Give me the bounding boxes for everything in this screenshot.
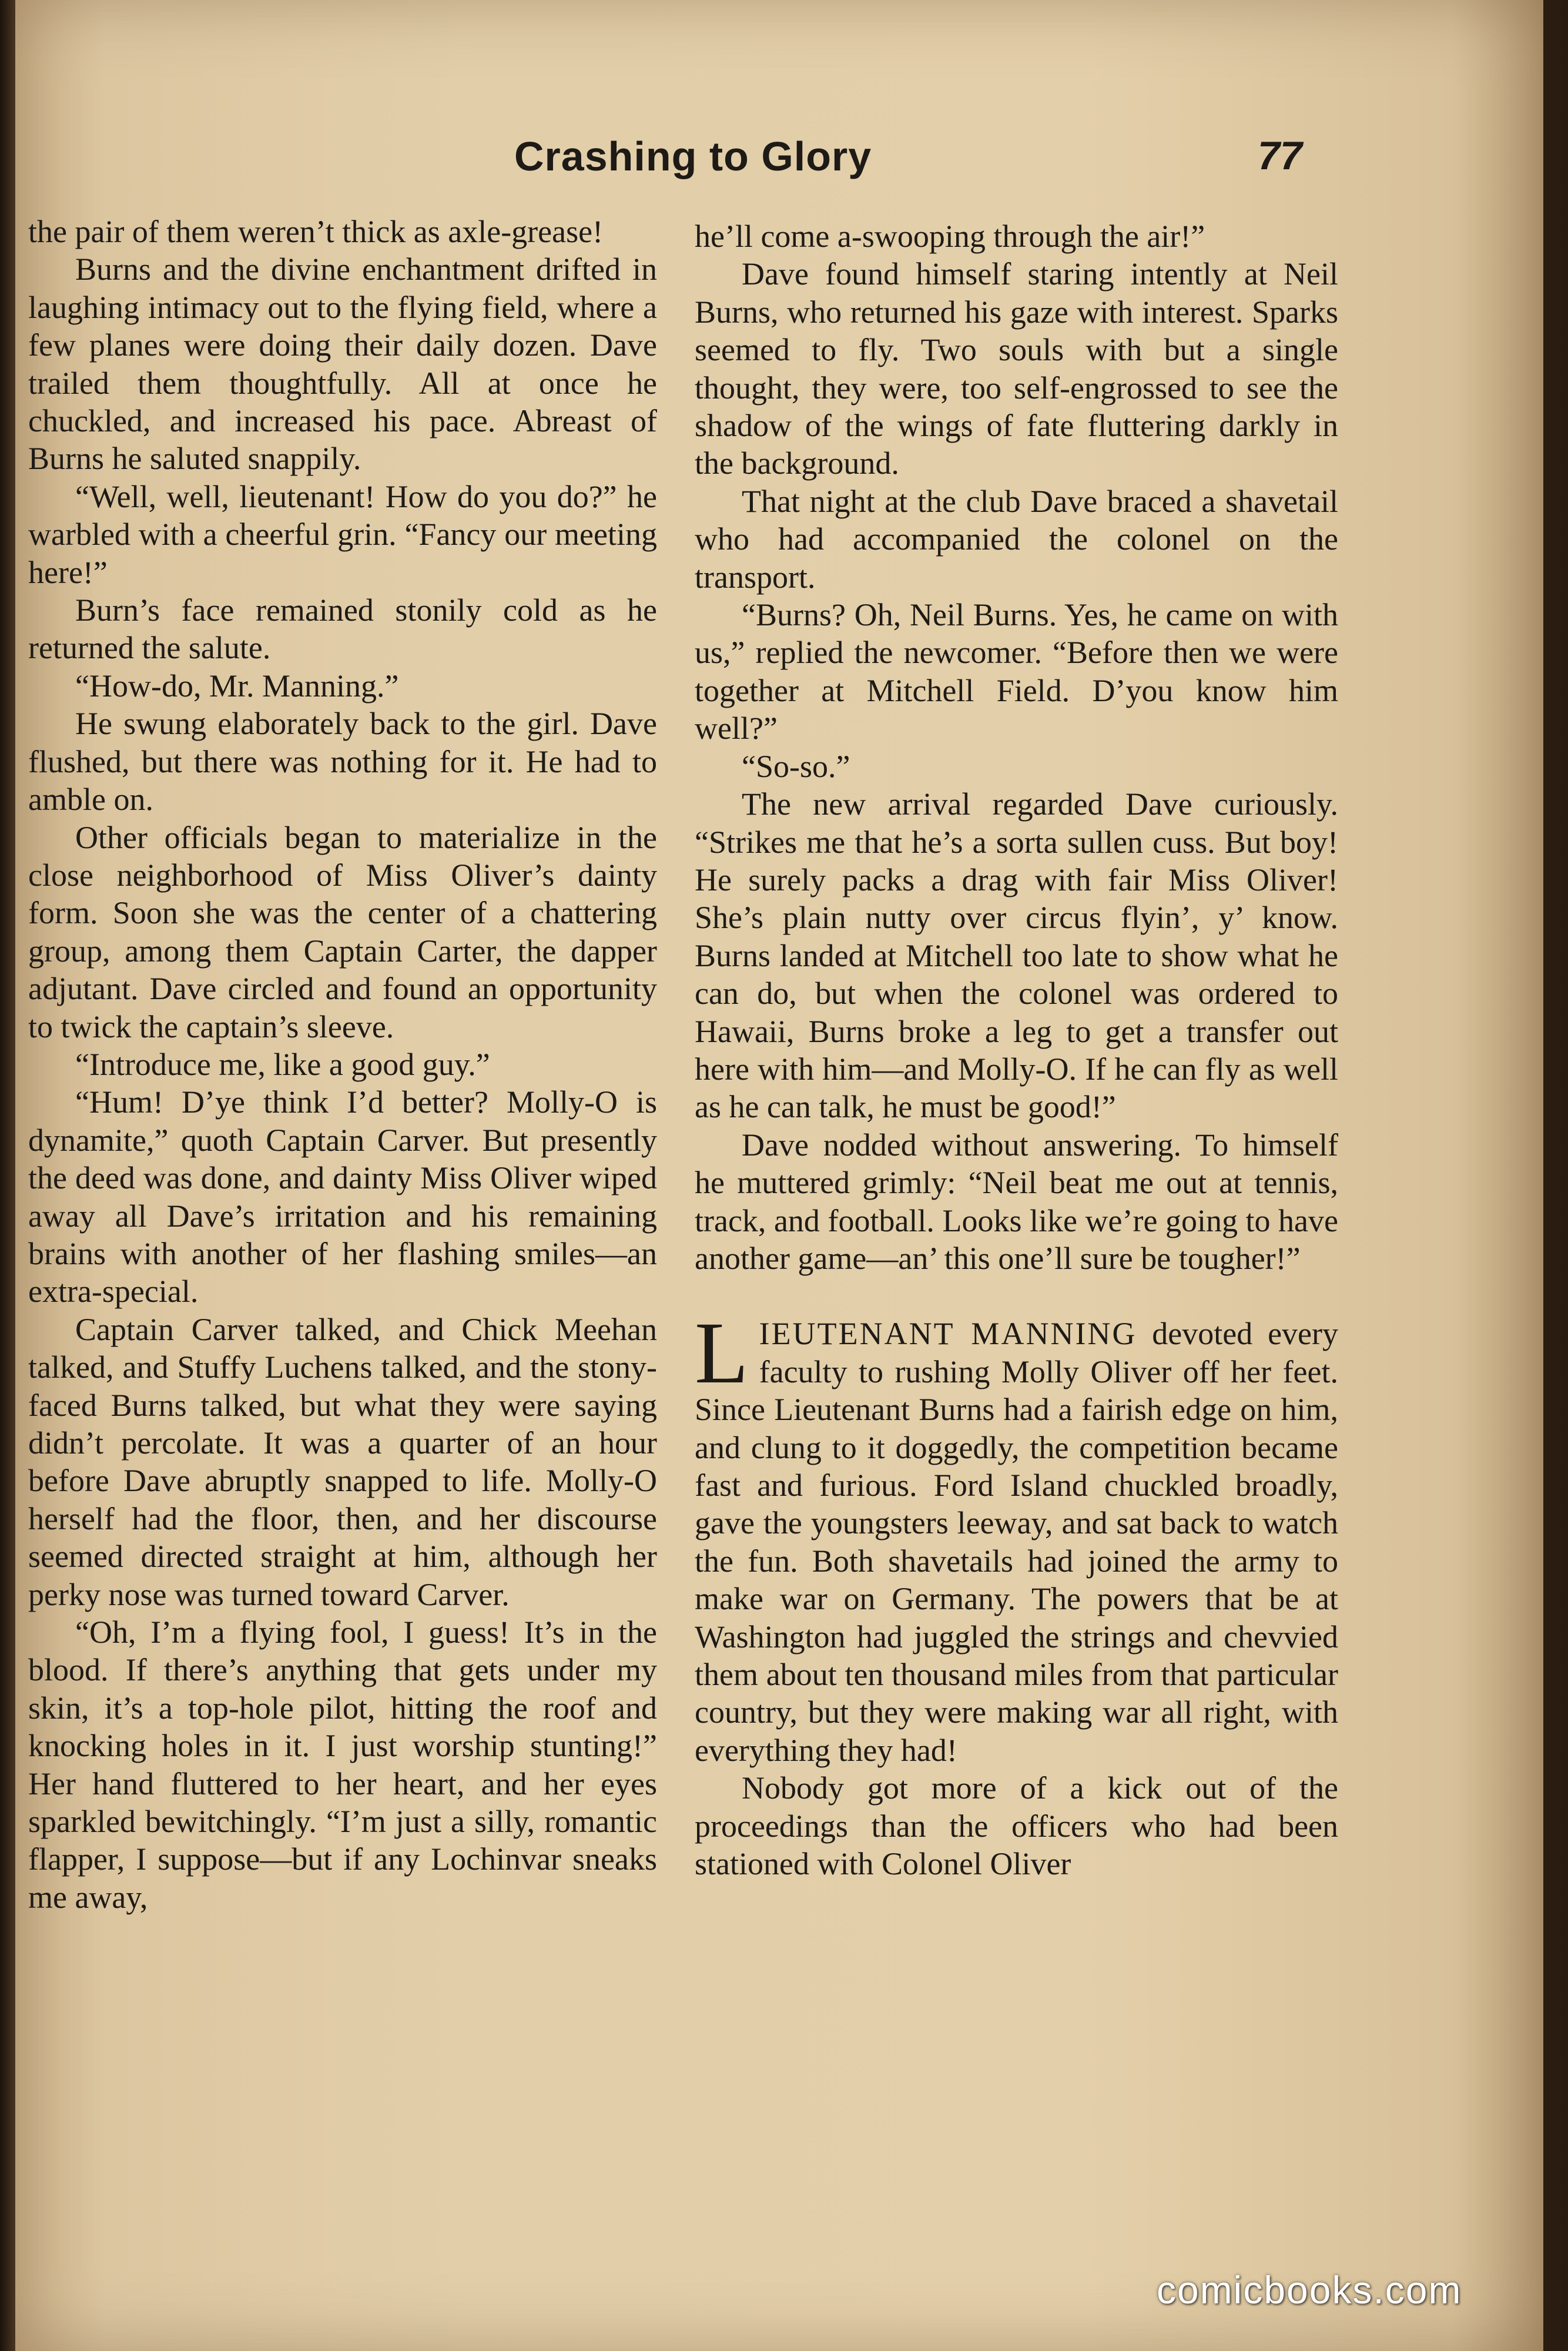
paragraph: Other officials began to materialize in the close neighborhood of Miss Oliver’s dainty form. Soon she was the center of a chattering group, among them Captain Carter, the dapper adjutant. Dave circled and found an opportunity to twick the captain’s sleeve.	[28, 819, 657, 1044]
paragraph: Nobody got more of a kick out of the proceedings than the officers who had been stationed with Colonel Oliver	[695, 1770, 1338, 1882]
paragraph: he’ll come a-swooping through the air!”	[695, 219, 1205, 254]
page-number: 77	[1258, 133, 1302, 178]
paragraph: “Oh, I’m a flying fool, I guess! It’s in the blood. If there’s anything that gets under my skin, it’s a top-hole pilot, hitting the roof and knocking holes in it. I just worship stunting!” Her hand fluttered to her heart, and her eyes sparkled bewitchingly. “I’m just a silly, romantic flapper, I suppose—but if any Lochinvar sneaks me away,	[28, 1615, 657, 1915]
section-opening-paragraph	[695, 1304, 1338, 1769]
paragraph: Captain Carver talked, and Chick Meehan talked, and Stuffy Luchens talked, and the stony-faced Burns talked, but what they were saying didn’t percolate. It was a quarter of an hour before Dave abruptly snapped to life. Molly-O herself had the floor, then, and her discourse seemed directed straight at him, although her perky nose was turned toward Carver.	[28, 1311, 657, 1612]
paragraph: “Burns? Oh, Neil Burns. Yes, he came on with us,” replied the newcomer. “Before then we were together at Mitchell Field. D’you know him well?”	[695, 597, 1338, 746]
paragraph: He swung elaborately back to the girl. Dave flushed, but there was nothing for it. He had to amble on.	[28, 706, 657, 818]
paragraph: Burn’s face remained stonily cold as he returned the salute.	[28, 592, 657, 666]
right-column	[695, 217, 1338, 1883]
book-spine	[0, 0, 15, 2351]
left-column	[28, 213, 657, 1916]
paragraph: That night at the club Dave braced a shavetail who had accompanied the colonel on the transport.	[695, 483, 1338, 595]
paragraph: “Well, well, lieutenant! How do you do?” he warbled with a cheerful grin. “Fancy our meeting here!”	[28, 478, 657, 590]
running-title: Crashing to Glory	[514, 133, 872, 179]
paragraph: “Introduce me, like a good guy.”	[75, 1046, 490, 1082]
paragraph: the pair of them weren’t thick as axle-grease!	[28, 214, 604, 249]
running-header	[0, 133, 1568, 186]
paragraph: Dave found himself staring intently at Neil Burns, who returned his gaze with interest. Sparks seemed to fly. Two souls with but a single thought, they were, too self-engrossed to see the shadow of the wings of fate fluttering darkly in the background.	[695, 256, 1338, 481]
paragraph: Dave nodded without answering. To himself he muttered grimly: “Neil beat me out at tennis, track, and football. Looks like we’re going to have another game—an’ this one’ll sure be tougher!”	[695, 1127, 1338, 1276]
lead-in-text: devoted every faculty to rushing Molly Oliver off her feet. Since Lieutenant Burns had a fairish edge on him, and clung to it doggedly, the competition became fast and furious. Ford Island chuckled broadly, gave the youngsters leeway, and sat back to watch the fun. Both shavetails had joined the army to make war on Germany. The powers that be at Washington had juggled the strings and chevvied them about ten thousand miles from that particular country, but they were making war all right, with everything they had!	[695, 1316, 1338, 1768]
paragraph: “How-do, Mr. Manning.”	[75, 668, 399, 704]
drop-cap: L	[695, 1304, 749, 1402]
paragraph: The new arrival regarded Dave curiously. “Strikes me that he’s a sorta sullen cuss. But boy! He surely packs a drag with fair Miss Oliver! She’s plain nutty over circus flyin’, y’ know. Burns landed at Mitchell too late to show what he can do, but when the colonel was ordered to Hawaii, Burns broke a leg to get a transfer out here with him—and Molly-O. If he can fly as well as he can talk, he must be good!”	[695, 786, 1338, 1125]
watermark: comicbooks.com	[1157, 2268, 1462, 2312]
lead-in-caps: IEUTENANT MANNING	[759, 1316, 1137, 1352]
page-edge-shadow	[1542, 0, 1568, 2351]
paragraph: “So-so.”	[742, 748, 850, 784]
paragraph: “Hum! D’ye think I’d better? Molly-O is dynamite,” quoth Captain Carver. But presently the deed was done, and dainty Miss Oliver wiped away all Dave’s irritation and his remaining brains with another of her flashing smiles—an extra-special.	[28, 1084, 657, 1310]
paragraph: Burns and the divine enchantment drifted in laughing intimacy out to the flying field, where a few planes were doing their daily dozen. Dave trailed them thoughtfully. All at once he chuckled, and increased his pace. Abreast of Burns he saluted snappily.	[28, 252, 657, 477]
